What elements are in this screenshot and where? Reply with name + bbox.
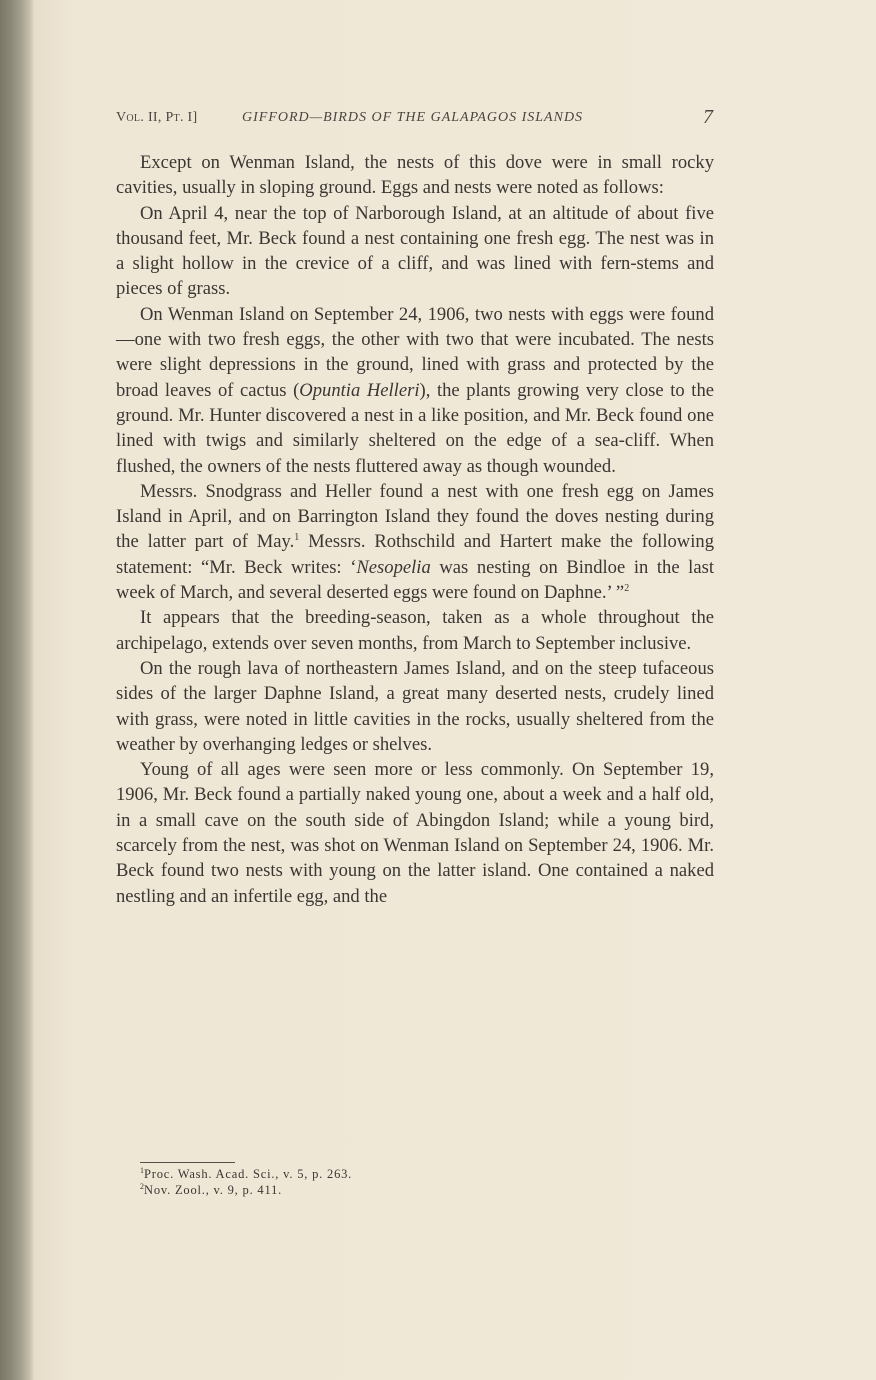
paragraph-6: On the rough lava of northeastern James Island, and on the steep tufaceous sides of the larger Daphne Island, a great many deserted nests, crudely lined with grass, were noted in little cavities in the rocks, usually sheltered from the weather by overhanging ledges or shelves. — [116, 657, 714, 755]
paragraph-5: It appears that the breeding-season, taken as a whole throughout the archipelago, extends over seven months, from March to September inclusive. — [116, 607, 714, 654]
genus-name-nesopelia: Nesopelia — [356, 556, 431, 578]
footnote-2 — [140, 1182, 660, 1198]
footnote-1 — [140, 1166, 660, 1182]
body-text — [116, 150, 714, 909]
page-number: 7 — [703, 106, 714, 128]
book-spine-gutter — [0, 0, 34, 1380]
paragraph-3 — [116, 302, 714, 479]
footnote-text: Proc. Wash. Acad. Sci., v. 5, p. 263. — [144, 1167, 353, 1181]
paragraph-4-text-c: was nesting on Bindloe in the last week of March, and several deserted eggs were found on Daphne.’ ” — [116, 556, 714, 604]
footnotes — [140, 1166, 660, 1198]
footnote-text: Nov. Zool., v. 9, p. 411. — [144, 1183, 283, 1197]
paragraph-4-text-a: Messrs. Snodgrass and Heller found a nest with one fresh egg on James Island in April, and on Barrington Island they found the doves nesting during the latter part of May. — [116, 480, 714, 553]
running-title: GIFFORD—BIRDS OF THE GALAPAGOS ISLANDS — [242, 110, 584, 125]
paragraph-3-text-b: ), the plants growing very close to the ground. Mr. Hunter discovered a nest in a like position, and Mr. Beck found one lined with twigs and similarly sheltered on the edge of a sea-cliff. When flushed, the owners of the nests fluttered away as though wounded. — [116, 379, 715, 477]
species-name-opuntia: Opuntia Helleri — [299, 379, 420, 401]
volume-part-label: Vol. II, Pt. I] — [116, 110, 198, 125]
paragraph-4 — [116, 479, 714, 605]
paragraph-7: Young of all ages were seen more or less commonly. On September 19, 1906, Mr. Beck found a partially naked young one, about a week and a half old, in a small cave on the south side of Abingdon Island; while a young bird, scarcely from the nest, was shot on Wenman Island on September 24, 1906. Mr. Beck found two nests with young on the latter island. One contained a naked nestling and an infertile egg, and the — [116, 759, 714, 907]
paragraph-3-text-a: On Wenman Island on September 24, 1906, two nests with eggs were found—one with two fresh eggs, the other with two that were incubated. The nests were slight depressions in the ground, lined with grass and protected by the broad leaves of cactus ( — [116, 303, 714, 401]
footnote-marker: 1 — [140, 1165, 144, 1175]
paragraph-1: Except on Wenman Island, the nests of this dove were in small rocky cavities, usually in sloping ground. Eggs and nests were noted as follows: — [116, 152, 714, 199]
footnote-marker: 2 — [140, 1181, 144, 1191]
footnote-ref-2: 2 — [624, 582, 630, 594]
running-header — [116, 106, 716, 130]
paragraph-4-text-b: Messrs. Rothschild and Hartert make the following statement: “Mr. Beck writes: ‘ — [116, 531, 714, 578]
paragraph-2: On April 4, near the top of Narborough Island, at an altitude of about five thousand feet, Mr. Beck found a nest containing one fresh egg. The nest was in a slight hollow in the crevice of a cliff, and was lined with fern-stems and pieces of grass. — [116, 202, 714, 300]
footnote-divider — [140, 1162, 235, 1163]
footnote-ref-1: 1 — [294, 532, 300, 544]
